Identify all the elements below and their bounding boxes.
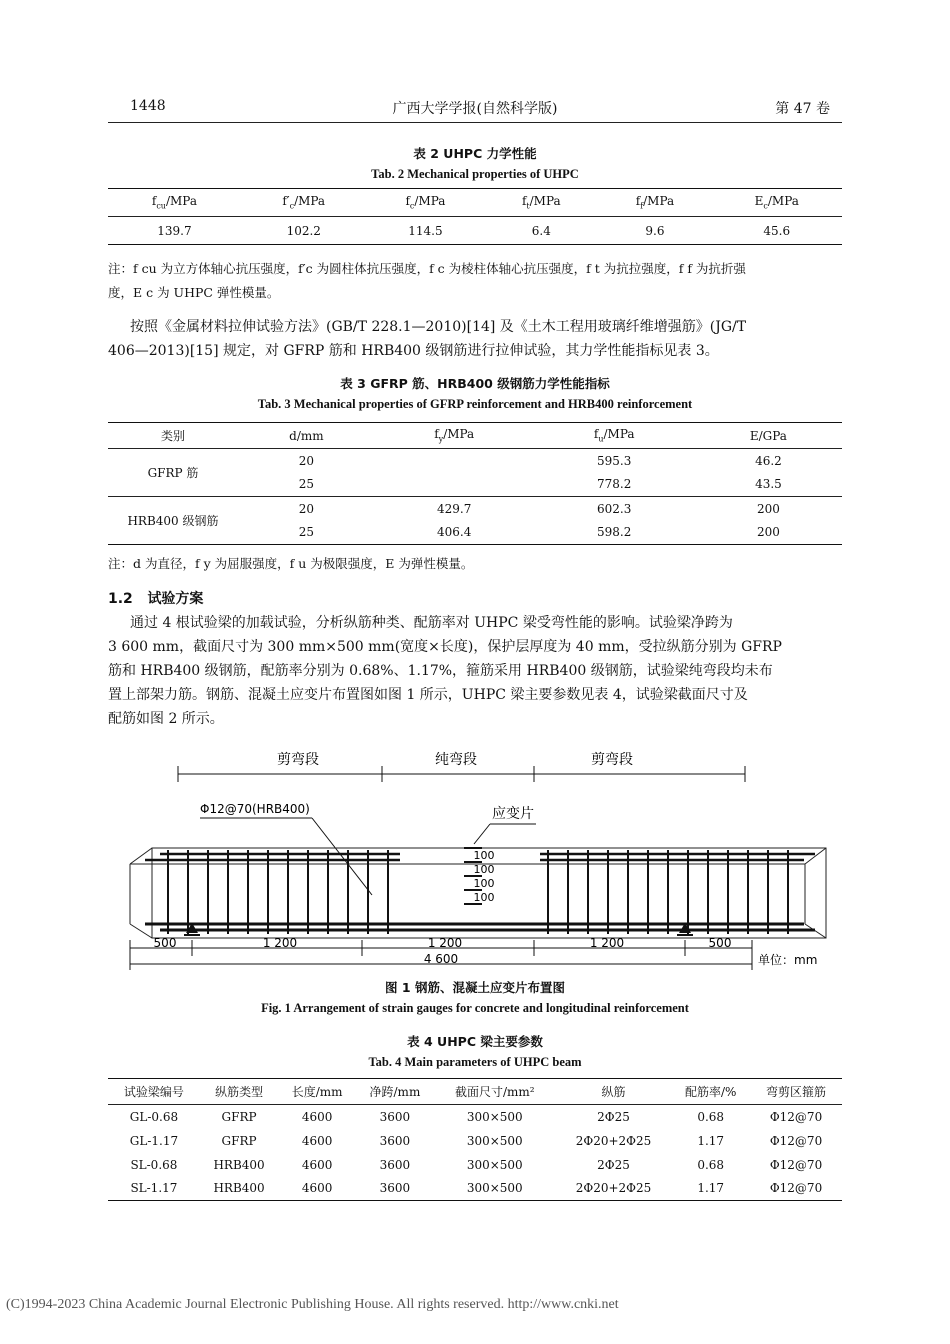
table4-header: 配筋率/% <box>684 1085 737 1099</box>
table4-cell: 2Φ25 <box>597 1109 630 1124</box>
table4-cell: 3600 <box>379 1157 411 1172</box>
table-row <box>108 1153 842 1177</box>
journal-title: 广西大学学报(自然科学版) <box>392 101 558 117</box>
table2-header-fc-prime: $f'_c$/MPa <box>282 194 326 211</box>
table3-cell: 602.3 <box>597 501 632 516</box>
table4-cell: GL-0.68 <box>129 1109 179 1124</box>
table4-cell: GFRP <box>221 1133 257 1148</box>
right-rebar-cage <box>540 854 815 860</box>
table3-cell: 25 <box>298 477 315 492</box>
figure1-diagram <box>0 740 950 975</box>
table4-cell: 4600 <box>301 1133 333 1148</box>
gauge-spacing-label: 100 <box>473 891 495 904</box>
table4-cell: 1.17 <box>697 1133 725 1148</box>
table4-cell: 3600 <box>379 1109 411 1124</box>
zone-left-label: 剪弯段 <box>277 752 319 768</box>
gauge-label: 应变片 <box>492 806 534 822</box>
table3-cell <box>375 473 534 497</box>
table4-cell: SL-0.68 <box>130 1157 178 1172</box>
dim-label: 1 200 <box>589 936 625 950</box>
table2-title-cn: 表 2 UHPC 力学性能 <box>413 146 537 161</box>
table4-cell: 300×500 <box>466 1157 523 1172</box>
table4-cell: Φ12@70 <box>769 1133 823 1148</box>
table-row <box>108 1129 842 1153</box>
table4-title-en: Tab. 4 Main parameters of UHPC beam <box>368 1055 582 1069</box>
dim-label: 500 <box>708 936 732 950</box>
table4-cell: GL-1.17 <box>129 1133 179 1148</box>
table-row <box>108 1105 842 1129</box>
gauge-spacing-label: 100 <box>473 849 495 862</box>
table3-cell: 406.4 <box>437 525 472 540</box>
table3-cell <box>375 449 534 473</box>
para1-line2: 406—2013)[15] 规定，对 GFRP 筋和 HRB400 级钢筋进行拉伸试验，其力学性能指标见表 3。 <box>108 343 719 359</box>
table4-cell: 0.68 <box>697 1157 725 1172</box>
table3-cell: 20 <box>298 453 315 468</box>
table2-header-fc: $f_c$/MPa <box>405 194 446 211</box>
stirrups-right <box>548 850 788 934</box>
table3-cell: 43.5 <box>755 477 782 492</box>
table2-header-fcu: $f_{cu}$/MPa <box>151 194 197 211</box>
table2-header-ec: $E_c$/MPa <box>754 194 799 211</box>
dim-label: 1 200 <box>427 936 463 950</box>
table3-cell: 46.2 <box>755 453 782 468</box>
table4-header: 截面尺寸/mm² <box>454 1085 535 1099</box>
table4-cell: HRB400 <box>213 1157 265 1172</box>
table4-cell: HRB400 <box>213 1181 265 1196</box>
table3-group-gfrp: GFRP 筋 <box>147 466 199 480</box>
figure1-caption-en: Fig. 1 Arrangement of strain gauges for concrete and longitudinal reinforcement <box>261 1001 689 1015</box>
para2-line1: 通过 4 根试验梁的加载试验，分析纵筋种类、配筋率对 UHPC 梁受弯性能的影响。试验梁净跨为 <box>130 615 733 631</box>
table3-cell: 20 <box>298 501 315 516</box>
table4-cell: 300×500 <box>466 1181 523 1196</box>
table2 <box>108 188 842 245</box>
table4-header: 弯剪区箍筋 <box>766 1085 827 1099</box>
table4-header: 纵筋类型 <box>215 1085 264 1099</box>
stirrup-leader <box>312 818 372 895</box>
table4-cell: Φ12@70 <box>769 1157 823 1172</box>
stirrups-left <box>168 850 388 934</box>
table4-cell: 4600 <box>301 1109 333 1124</box>
table2-cell: 139.7 <box>157 223 192 238</box>
table3-note: 注：d 为直径，f y 为屈服强度，f u 为极限强度，E 为弹性模量。 <box>108 556 474 571</box>
table4-cell: GFRP <box>221 1109 257 1124</box>
table3-header-fy: $f_y$/MPa <box>434 427 475 444</box>
table2-cell: 45.6 <box>763 223 791 238</box>
table2-header-ff: $f_f$/MPa <box>635 194 675 211</box>
table4-header: 长度/mm <box>291 1085 343 1099</box>
table4-cell: 3600 <box>379 1133 411 1148</box>
table4-cell: 0.68 <box>697 1109 725 1124</box>
table4-cell: Φ12@70 <box>769 1181 823 1196</box>
page-number: 1448 <box>130 98 166 114</box>
table4-header: 净跨/mm <box>369 1085 421 1099</box>
table4-title-cn: 表 4 UHPC 梁主要参数 <box>407 1034 543 1049</box>
table3-header-category: 类别 <box>160 429 185 443</box>
table3-group-hrb400: HRB400 级钢筋 <box>127 514 219 528</box>
para2-line5: 配筋如图 2 所示。 <box>108 711 224 727</box>
table2-cell: 114.5 <box>408 223 443 238</box>
section-number: 1.2 <box>108 591 133 607</box>
table3-cell: 200 <box>756 501 780 516</box>
table4-cell: 1.17 <box>697 1181 725 1196</box>
table4-header: 试验梁编号 <box>123 1085 184 1099</box>
gauge-spacing-label: 100 <box>473 877 495 890</box>
table3-cell: 25 <box>298 525 315 540</box>
zone-dimension-line <box>178 766 745 782</box>
unit-label: 单位：mm <box>758 953 818 967</box>
table3-header-d: d/mm <box>289 428 324 443</box>
table4-cell: 2Φ20+2Φ25 <box>575 1133 652 1148</box>
table4-cell: 2Φ20+2Φ25 <box>575 1181 652 1196</box>
table4-header: 纵筋 <box>601 1085 626 1099</box>
para2-line2: 3 600 mm，截面尺寸为 300 mm×500 mm(宽度×长度)，保护层厚度为 40 mm，受拉纵筋分别为 GFRP <box>108 639 782 655</box>
table4 <box>108 1078 842 1201</box>
table3-cell: 595.3 <box>597 453 632 468</box>
table3-cell: 778.2 <box>597 477 632 492</box>
table2-cell: 9.6 <box>645 223 665 238</box>
volume: 第 47 卷 <box>775 101 830 117</box>
table3-cell: 429.7 <box>437 501 472 516</box>
table3 <box>108 422 842 545</box>
dim-label: 500 <box>153 936 177 950</box>
table4-cell: 300×500 <box>466 1109 523 1124</box>
para2-line3: 筋和 HRB400 级钢筋，配筋率分别为 0.68%、1.17%，箍筋采用 HRB400 级钢筋，试验梁纯弯段均未布 <box>108 663 773 679</box>
table4-cell: 2Φ25 <box>597 1157 630 1172</box>
table4-cell: Φ12@70 <box>769 1109 823 1124</box>
table2-cell: 102.2 <box>286 223 321 238</box>
table3-cell: 200 <box>756 525 780 540</box>
table3-title-en: Tab. 3 Mechanical properties of GFRP reinforcement and HRB400 reinforcement <box>257 397 693 411</box>
table2-note-line1: 注：f cu 为立方体轴心抗压强度，f′c 为圆柱体抗压强度，f c 为棱柱体轴心抗压强度，f t 为抗拉强度，f f 为抗折强 <box>108 261 746 276</box>
table3-title-cn: 表 3 GFRP 筋、HRB400 级钢筋力学性能指标 <box>340 376 610 391</box>
table2-cell: 6.4 <box>531 223 551 238</box>
section-heading <box>108 588 203 608</box>
table4-cell: 4600 <box>301 1181 333 1196</box>
para2-line4: 置上部架力筋。钢筋、混凝土应变片布置图如图 1 所示，UHPC 梁主要参数见表 4，试验梁截面尺寸及 <box>108 687 748 703</box>
table2-title-en: Tab. 2 Mechanical properties of UHPC <box>371 167 579 181</box>
figure1-caption-cn: 图 1 钢筋、混凝土应变片布置图 <box>385 980 565 995</box>
copyright-footer: (C)1994-2023 China Academic Journal Electronic Publishing House. All rights reserved. http://www.cnki.net <box>6 1297 619 1312</box>
section-title: 试验方案 <box>147 591 204 607</box>
table-row <box>108 1177 842 1201</box>
table4-cell: 300×500 <box>466 1133 523 1148</box>
gauge-leader <box>474 824 490 844</box>
total-length-label: 4 600 <box>423 952 459 966</box>
stirrup-label: Φ12@70(HRB400) <box>200 802 310 816</box>
table4-cell: 3600 <box>379 1181 411 1196</box>
zone-right-label: 剪弯段 <box>591 752 633 768</box>
table3-cell: 598.2 <box>597 525 632 540</box>
table2-header-ft: $f_t$/MPa <box>521 194 561 211</box>
gauge-spacing-label: 100 <box>473 863 495 876</box>
dim-label: 1 200 <box>262 936 298 950</box>
zone-mid-label: 纯弯段 <box>435 752 477 768</box>
table4-cell: 4600 <box>301 1157 333 1172</box>
table3-header-e: E/GPa <box>749 428 787 443</box>
table2-note-line2: 度，E c 为 UHPC 弹性模量。 <box>108 285 280 300</box>
table3-header-fu: $f_u$/MPa <box>593 427 635 444</box>
para1-line1: 按照《金属材料拉伸试验方法》(GB/T 228.1—2010)[14] 及《土木工程用玻璃纤维增强筋》(JG/T <box>130 319 747 335</box>
table4-cell: SL-1.17 <box>130 1181 178 1196</box>
header-rule <box>108 122 842 123</box>
